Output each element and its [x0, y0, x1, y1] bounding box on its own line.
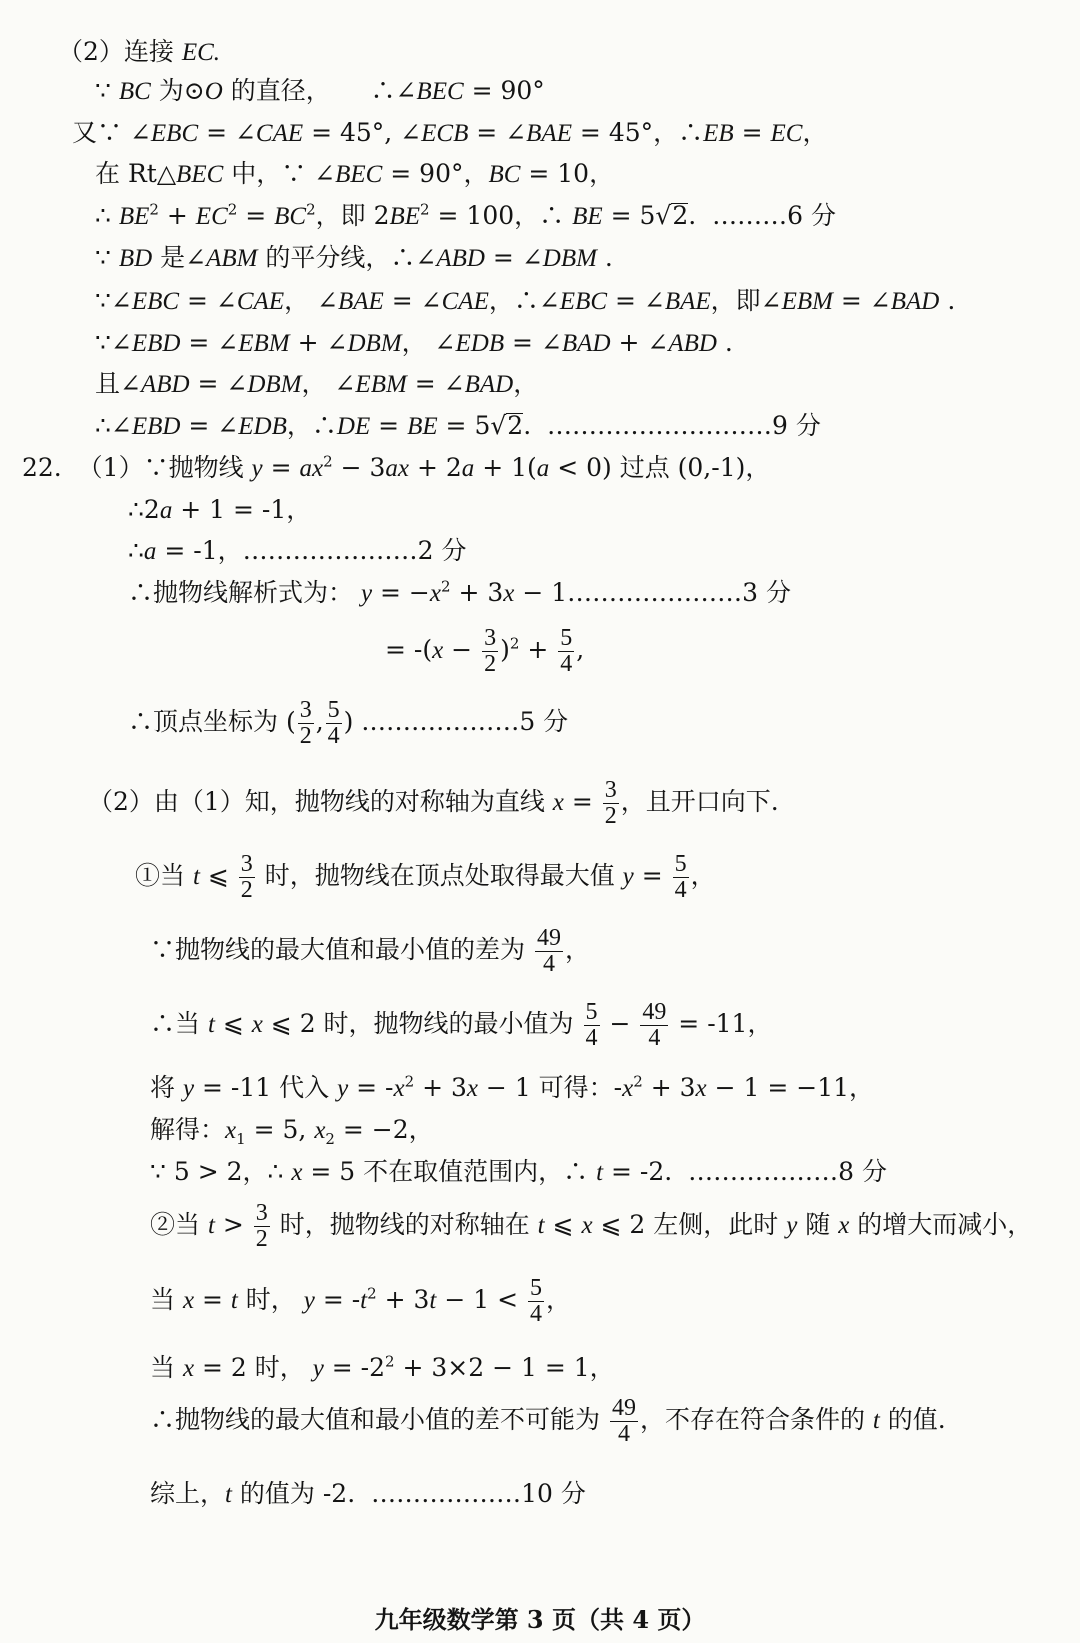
line-2a-plus-1: ∴2a + 1 = -1， [128, 495, 312, 524]
line-t-value: ∵ 5 > 2，∴ x = 5 不在取值范围内，∴ t = -2. ………………8 分 [150, 1157, 887, 1186]
score-2: …………………2 分 [242, 536, 467, 565]
line-bisector: ∵ BD 是∠ABM 的平分线，∴∠ABD = ∠DBM . [95, 243, 613, 272]
q22-number: 22. [22, 453, 62, 482]
line-solve: 解得：$x_1 = 5$, $x_2 = -2$， [150, 1115, 434, 1148]
line-rt-triangle: 在 Rt△BEC 中，∵ ∠BEC = 90°，BC = 10， [95, 159, 615, 188]
q22-header: 22. （1）∵抛物线 $y = ax^2 - 3ax + 2a + 1(a < 0)$ 过点 (0,-1)， [22, 452, 771, 482]
line-substitute: 将 y = -11 代入 $y = -x^2 + 3x - 1$ 可得：$-x^2 + 3x - 1 = -11$， [150, 1072, 875, 1102]
part2-label: （2）连接 [58, 37, 174, 66]
score-8: ………………8 分 [688, 1157, 887, 1186]
score-6: ………6 分 [712, 201, 836, 230]
q22-part2-header: （2）由（1）知，抛物线的对称轴为直线 x = $\frac{3}{2}$ ，且开口向下. [88, 777, 779, 829]
score-9: ………………………9 分 [547, 411, 821, 440]
line-x-eq-2: 当 x = 2 时， $y = -2^2 + 3\times 2 - 1 = 1$， [150, 1352, 615, 1382]
score-3: …………………3 分 [567, 578, 791, 607]
q22-part1-label: （1） [77, 453, 144, 482]
line-vertex-form: = -(x − $\frac{3}{2}$ )$^2$ + $\frac{5}{4}$ , [385, 625, 585, 677]
line-angles-45: 又∵ ∠EBC = ∠CAE = 45°, ∠ECB = ∠BAE = 45°，∴EB = EC， [72, 118, 828, 147]
line-ebd-edb: ∵∠EBD = ∠EBM + ∠DBM， ∠EDB = ∠BAD + ∠ABD . [95, 328, 733, 357]
line-x-eq-t: 当 x = t 时， $y = -t^2 + 3t - 1$ < $\frac{5}{4}$ ， [150, 1275, 571, 1327]
line-a-value: ∴a = -1，…………………2 分 [128, 536, 467, 565]
line-bc-diameter: ∵ BC 为⊙O 的直径， ∴∠BEC = 90° [95, 76, 545, 105]
line-case2: ②当 t > $\frac{3}{2}$ 时，抛物线的对称轴在 t ⩽ x ⩽ 2 左侧，此时 y 随 x 的增大而减小， [150, 1200, 1033, 1252]
line-ebm-bad: ∵∠EBC = ∠CAE， ∠BAE = ∠CAE，∴∠EBC = ∠BAE，即∠EBM = ∠BAD . [95, 286, 956, 315]
score-5: ………………5 分 [369, 707, 569, 736]
line-parabola-expr: ∴抛物线解析式为： $y = -x^2 + 3x$ − 1…………………3 分 [128, 577, 791, 607]
part2-header [58, 36, 220, 69]
line-conclusion: 综上，t 的值为 -2. ………………10 分 [150, 1479, 586, 1508]
line-equal-angles: 且∠ABD = ∠DBM， ∠EBM = ∠BAD， [95, 369, 539, 398]
line-case1: ①当 t ⩽ $\frac{3}{2}$ 时，抛物线在顶点处取得最大值 y = $\frac{5}{4}$ ， [135, 851, 716, 903]
line-be-value: ∴ $BE^2 + EC^2 = BC^2$，即 $2BE^2 = 100$，∴ BE = 5√2. ………6 分 [95, 200, 836, 230]
part2-var: EC. [181, 39, 221, 66]
line-de-be: ∴∠EBD = ∠EDB，∴DE = BE = 5√2. ………………………9 分 [95, 411, 821, 440]
line-vertex-coord: ∴顶点坐标为 ( $\frac{3}{2}$ , $\frac{5}{4}$ ) .………………5 分 [128, 697, 569, 749]
line-no-t: ∴抛物线的最大值和最小值的差不可能为 $\frac{49}{4}$ ，不存在符合条件的 t 的值. [150, 1395, 946, 1447]
line-diff: ∵抛物线的最大值和最小值的差为 $\frac{49}{4}$ ， [150, 925, 590, 977]
score-10: ………………10 分 [371, 1479, 586, 1508]
line-min-value: ∴当 t ⩽ x ⩽ 2 时，抛物线的最小值为 $\frac{5}{4}$ − $\frac{49}{4}$ = -11， [150, 999, 773, 1051]
page-footer: 九年级数学第 3 页（共 4 页） [374, 1605, 706, 1634]
q22-part2-label: （2） [88, 787, 154, 816]
